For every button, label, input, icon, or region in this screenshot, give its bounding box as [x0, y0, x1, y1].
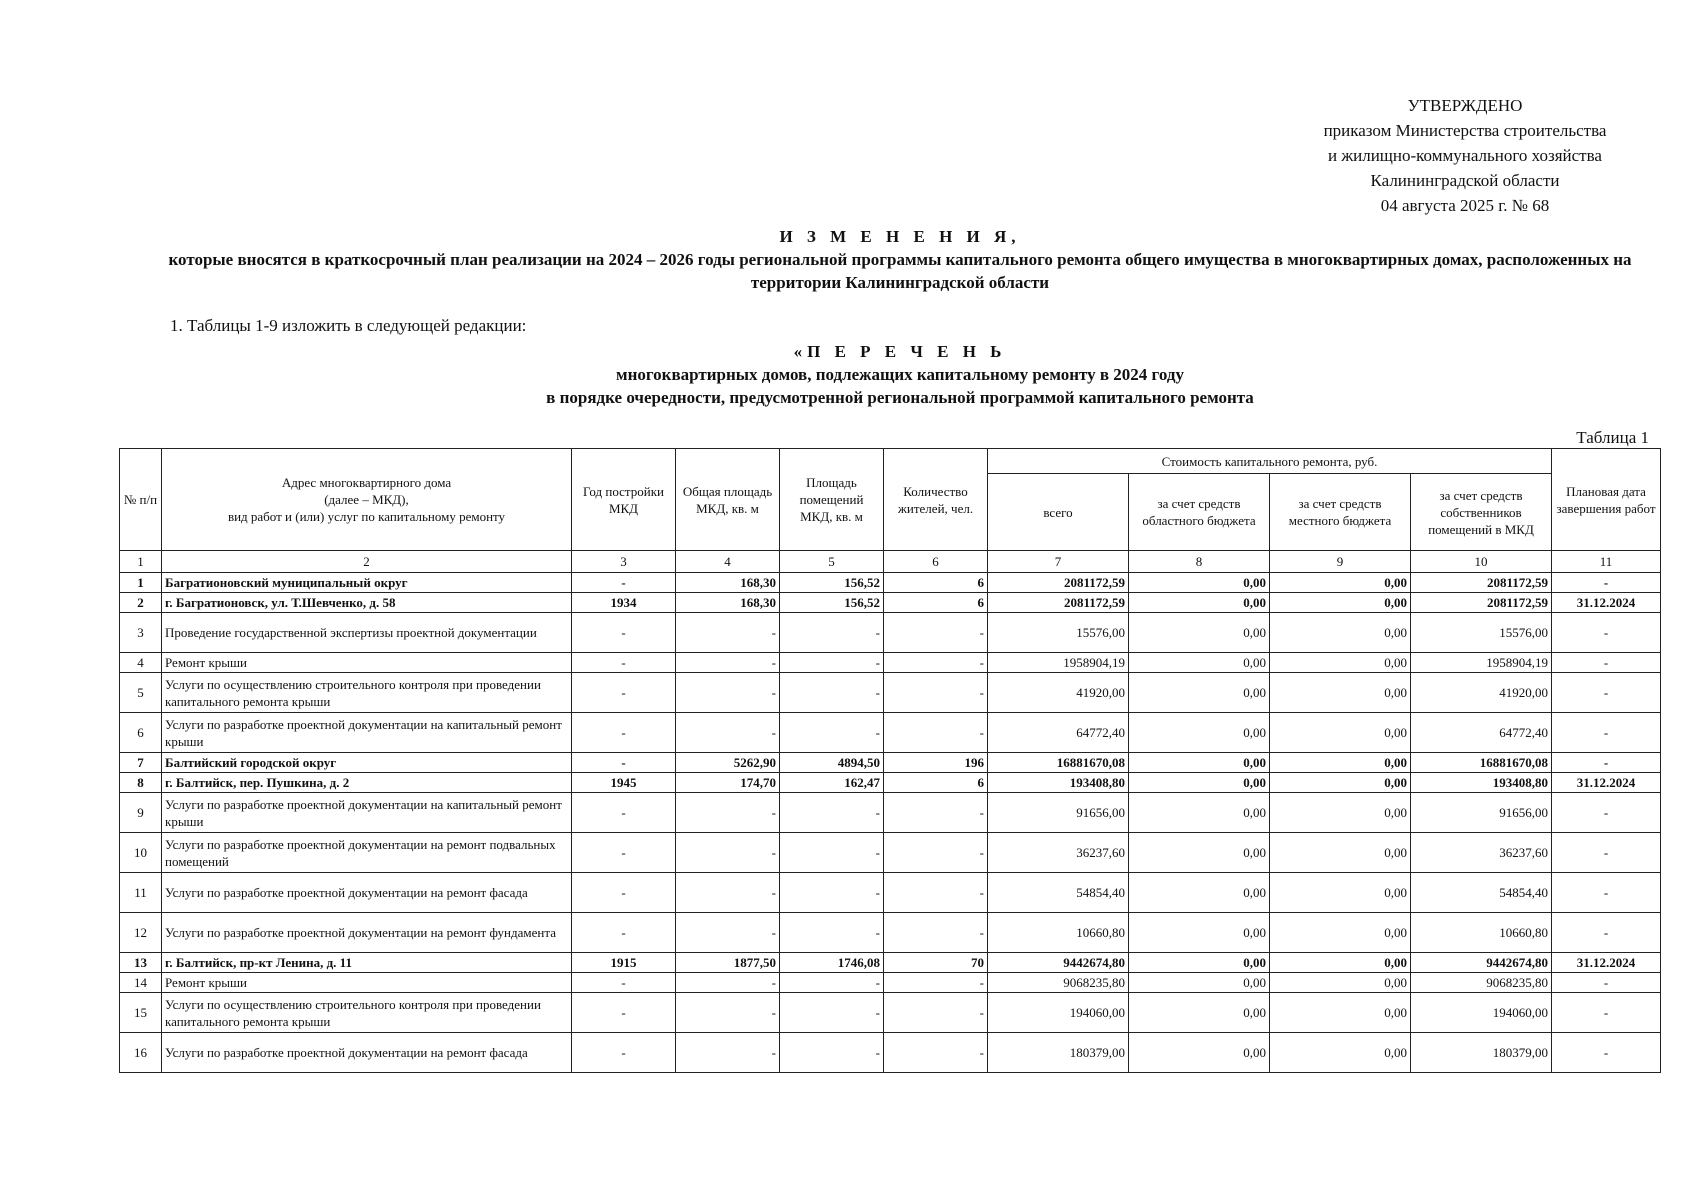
- cell-planned-date: -: [1552, 1033, 1661, 1073]
- cell-cost-total: 10660,80: [988, 913, 1129, 953]
- cell-year: -: [572, 833, 676, 873]
- instruction-text: 1. Таблицы 1-9 изложить в следующей редакции:: [170, 316, 527, 335]
- cell-total-area: -: [676, 793, 780, 833]
- cell-cost-regional: 0,00: [1129, 993, 1270, 1033]
- cell-cost-owners: 1958904,19: [1411, 653, 1552, 673]
- cell-num: 12: [120, 913, 162, 953]
- cell-premises-area: 162,47: [780, 773, 884, 793]
- cell-year: -: [572, 573, 676, 593]
- cell-cost-total: 36237,60: [988, 833, 1129, 873]
- column-number: 8: [1129, 551, 1270, 573]
- cell-name: Услуги по разработке проектной документации на ремонт фасада: [162, 1033, 572, 1073]
- cell-cost-total: 2081172,59: [988, 573, 1129, 593]
- cell-cost-regional: 0,00: [1129, 913, 1270, 953]
- table-row: [120, 753, 1661, 773]
- approval-line-5: 04 августа 2025 г. № 68: [1380, 196, 1550, 215]
- cell-premises-area: -: [780, 973, 884, 993]
- repair-table: [119, 448, 1661, 1073]
- cell-year: -: [572, 793, 676, 833]
- cell-cost-local: 0,00: [1270, 613, 1411, 653]
- cell-residents: -: [884, 993, 988, 1033]
- cell-year: -: [572, 673, 676, 713]
- table-row: [120, 993, 1661, 1033]
- cell-cost-regional: 0,00: [1129, 613, 1270, 653]
- cell-year: -: [572, 1033, 676, 1073]
- cell-total-area: 168,30: [676, 593, 780, 613]
- table-row: [120, 593, 1661, 613]
- cell-residents: -: [884, 873, 988, 913]
- cell-total-area: -: [676, 873, 780, 913]
- cell-premises-area: -: [780, 673, 884, 713]
- cell-cost-local: 0,00: [1270, 793, 1411, 833]
- cell-cost-owners: 194060,00: [1411, 993, 1552, 1033]
- table-row: [120, 673, 1661, 713]
- document-title: [140, 225, 1660, 294]
- header-cost-group: Стоимость капитального ремонта, руб.: [988, 449, 1552, 474]
- cell-cost-regional: 0,00: [1129, 673, 1270, 713]
- cell-cost-total: 15576,00: [988, 613, 1129, 653]
- cell-premises-area: -: [780, 793, 884, 833]
- table-row: [120, 973, 1661, 993]
- cell-residents: 70: [884, 953, 988, 973]
- cell-num: 5: [120, 673, 162, 713]
- cell-cost-local: 0,00: [1270, 1033, 1411, 1073]
- header-address-line-2: (далее – МКД),: [324, 492, 409, 507]
- cell-planned-date: 31.12.2024: [1552, 953, 1661, 973]
- cell-total-area: -: [676, 913, 780, 953]
- cell-cost-owners: 16881670,08: [1411, 753, 1552, 773]
- cell-year: -: [572, 713, 676, 753]
- list-title: [400, 340, 1400, 409]
- cell-residents: -: [884, 793, 988, 833]
- cell-year: -: [572, 873, 676, 913]
- cell-planned-date: -: [1552, 873, 1661, 913]
- cell-cost-owners: 9068235,80: [1411, 973, 1552, 993]
- column-number: 3: [572, 551, 676, 573]
- list-line-1: многоквартирных домов, подлежащих капитальному ремонту в 2024 году: [616, 365, 1184, 384]
- cell-year: -: [572, 653, 676, 673]
- cell-num: 9: [120, 793, 162, 833]
- cell-planned-date: -: [1552, 973, 1661, 993]
- column-number: 7: [988, 551, 1129, 573]
- column-number: 6: [884, 551, 988, 573]
- cell-cost-owners: 10660,80: [1411, 913, 1552, 953]
- cell-cost-total: 194060,00: [988, 993, 1129, 1033]
- table-label: Таблица 1: [1576, 428, 1649, 447]
- header-address: [162, 449, 572, 551]
- cell-premises-area: 4894,50: [780, 753, 884, 773]
- cell-name: г. Балтийск, пер. Пушкина, д. 2: [162, 773, 572, 793]
- cell-num: 4: [120, 653, 162, 673]
- cell-total-area: 174,70: [676, 773, 780, 793]
- header-address-line-1: Адрес многоквартирного дома: [281, 475, 452, 490]
- cell-cost-regional: 0,00: [1129, 1033, 1270, 1073]
- cell-name: Услуги по разработке проектной документации на капитальный ремонт крыши: [162, 713, 572, 753]
- cell-year: -: [572, 993, 676, 1033]
- cell-cost-local: 0,00: [1270, 753, 1411, 773]
- cell-total-area: -: [676, 833, 780, 873]
- cell-premises-area: -: [780, 993, 884, 1033]
- cell-cost-local: 0,00: [1270, 953, 1411, 973]
- cell-cost-local: 0,00: [1270, 773, 1411, 793]
- cell-planned-date: -: [1552, 573, 1661, 593]
- cell-premises-area: -: [780, 873, 884, 913]
- table-body: [120, 573, 1661, 1073]
- table-row: [120, 913, 1661, 953]
- cell-num: 15: [120, 993, 162, 1033]
- cell-planned-date: -: [1552, 653, 1661, 673]
- cell-cost-owners: 54854,40: [1411, 873, 1552, 913]
- cell-cost-local: 0,00: [1270, 993, 1411, 1033]
- cell-cost-owners: 15576,00: [1411, 613, 1552, 653]
- cell-cost-owners: 2081172,59: [1411, 573, 1552, 593]
- cell-name: Услуги по осуществлению строительного контроля при проведении капитального ремонта крыши: [162, 673, 572, 713]
- cell-total-area: -: [676, 613, 780, 653]
- cell-residents: -: [884, 833, 988, 873]
- cell-total-area: -: [676, 973, 780, 993]
- list-line-2: в порядке очередности, предусмотренной региональной программой капитального ремонта: [546, 388, 1254, 407]
- cell-year: -: [572, 613, 676, 653]
- cell-year: 1915: [572, 953, 676, 973]
- cell-cost-local: 0,00: [1270, 873, 1411, 913]
- cell-cost-regional: 0,00: [1129, 573, 1270, 593]
- cell-cost-regional: 0,00: [1129, 973, 1270, 993]
- cell-cost-total: 54854,40: [988, 873, 1129, 913]
- column-number: 11: [1552, 551, 1661, 573]
- cell-cost-owners: 91656,00: [1411, 793, 1552, 833]
- cell-cost-total: 64772,40: [988, 713, 1129, 753]
- cell-cost-total: 1958904,19: [988, 653, 1129, 673]
- column-number: 10: [1411, 551, 1552, 573]
- header-cost-total: всего: [988, 474, 1129, 551]
- table-row: [120, 873, 1661, 913]
- cell-residents: -: [884, 613, 988, 653]
- cell-planned-date: -: [1552, 713, 1661, 753]
- cell-premises-area: -: [780, 653, 884, 673]
- cell-cost-local: 0,00: [1270, 573, 1411, 593]
- cell-planned-date: -: [1552, 833, 1661, 873]
- cell-premises-area: 156,52: [780, 573, 884, 593]
- cell-cost-regional: 0,00: [1129, 773, 1270, 793]
- cell-num: 8: [120, 773, 162, 793]
- cell-cost-total: 9068235,80: [988, 973, 1129, 993]
- cell-year: -: [572, 753, 676, 773]
- cell-year: -: [572, 913, 676, 953]
- cell-residents: 6: [884, 593, 988, 613]
- cell-cost-regional: 0,00: [1129, 713, 1270, 753]
- header-cost-owners: за счет средств собственников помещений в МКД: [1411, 474, 1552, 551]
- cell-cost-owners: 64772,40: [1411, 713, 1552, 753]
- column-number: 9: [1270, 551, 1411, 573]
- cell-cost-owners: 2081172,59: [1411, 593, 1552, 613]
- cell-name: Услуги по разработке проектной документации на капитальный ремонт крыши: [162, 793, 572, 833]
- table-row: [120, 1033, 1661, 1073]
- cell-cost-regional: 0,00: [1129, 953, 1270, 973]
- cell-name: Ремонт крыши: [162, 973, 572, 993]
- cell-planned-date: 31.12.2024: [1552, 593, 1661, 613]
- cell-cost-total: 2081172,59: [988, 593, 1129, 613]
- cell-premises-area: -: [780, 613, 884, 653]
- cell-planned-date: -: [1552, 613, 1661, 653]
- cell-cost-regional: 0,00: [1129, 593, 1270, 613]
- cell-num: 16: [120, 1033, 162, 1073]
- table-row: [120, 573, 1661, 593]
- cell-total-area: -: [676, 1033, 780, 1073]
- cell-num: 14: [120, 973, 162, 993]
- cell-planned-date: 31.12.2024: [1552, 773, 1661, 793]
- header-address-line-3: вид работ и (или) услуг по капитальному ремонту: [227, 509, 506, 524]
- cell-premises-area: -: [780, 833, 884, 873]
- cell-residents: 6: [884, 773, 988, 793]
- cell-cost-regional: 0,00: [1129, 873, 1270, 913]
- column-number: 5: [780, 551, 884, 573]
- header-num: № п/п: [120, 449, 162, 551]
- cell-total-area: 168,30: [676, 573, 780, 593]
- cell-cost-local: 0,00: [1270, 653, 1411, 673]
- cell-name: Услуги по осуществлению строительного контроля при проведении капитального ремонта крыши: [162, 993, 572, 1033]
- table-row: [120, 713, 1661, 753]
- cell-residents: -: [884, 973, 988, 993]
- approval-line-4: Калининградской области: [1370, 171, 1560, 190]
- approval-block: [1290, 93, 1640, 218]
- document-subtitle: которые вносятся в краткосрочный план реализации на 2024 – 2026 годы региональной программы капитального ремонта общего имущества в многоквартирных домах, расположенных на территории Калининградской области: [168, 250, 1632, 292]
- cell-cost-regional: 0,00: [1129, 753, 1270, 773]
- cell-planned-date: -: [1552, 913, 1661, 953]
- cell-num: 7: [120, 753, 162, 773]
- cell-total-area: -: [676, 673, 780, 713]
- cell-cost-regional: 0,00: [1129, 793, 1270, 833]
- cell-name: Багратионовский муниципальный округ: [162, 573, 572, 593]
- cell-premises-area: -: [780, 1033, 884, 1073]
- cell-name: Услуги по разработке проектной документации на ремонт фундамента: [162, 913, 572, 953]
- table-row: [120, 953, 1661, 973]
- cell-num: 1: [120, 573, 162, 593]
- table-header: [120, 449, 1661, 573]
- cell-name: Ремонт крыши: [162, 653, 572, 673]
- table-row: [120, 773, 1661, 793]
- column-number: 2: [162, 551, 572, 573]
- cell-cost-local: 0,00: [1270, 593, 1411, 613]
- cell-num: 13: [120, 953, 162, 973]
- approval-line-1: УТВЕРЖДЕНО: [1407, 96, 1523, 115]
- cell-cost-local: 0,00: [1270, 833, 1411, 873]
- cell-total-area: -: [676, 993, 780, 1033]
- table-row: [120, 653, 1661, 673]
- cell-name: Балтийский городской округ: [162, 753, 572, 773]
- cell-cost-owners: 36237,60: [1411, 833, 1552, 873]
- cell-residents: 6: [884, 573, 988, 593]
- cell-year: 1934: [572, 593, 676, 613]
- header-cost-regional: за счет средств областного бюджета: [1129, 474, 1270, 551]
- cell-residents: 196: [884, 753, 988, 773]
- cell-planned-date: -: [1552, 673, 1661, 713]
- cell-num: 2: [120, 593, 162, 613]
- cell-cost-total: 180379,00: [988, 1033, 1129, 1073]
- cell-premises-area: 1746,08: [780, 953, 884, 973]
- table-row: [120, 613, 1661, 653]
- cell-num: 10: [120, 833, 162, 873]
- cell-total-area: -: [676, 713, 780, 753]
- cell-cost-total: 193408,80: [988, 773, 1129, 793]
- cell-total-area: -: [676, 653, 780, 673]
- cell-cost-owners: 180379,00: [1411, 1033, 1552, 1073]
- cell-cost-owners: 9442674,80: [1411, 953, 1552, 973]
- cell-cost-local: 0,00: [1270, 973, 1411, 993]
- cell-cost-local: 0,00: [1270, 713, 1411, 753]
- list-heading: «П Е Р Е Ч Е Н Ь: [793, 342, 1007, 361]
- cell-cost-local: 0,00: [1270, 913, 1411, 953]
- cell-num: 3: [120, 613, 162, 653]
- table-row: [120, 793, 1661, 833]
- header-residents: Количество жителей, чел.: [884, 449, 988, 551]
- table-row: [120, 833, 1661, 873]
- cell-cost-regional: 0,00: [1129, 653, 1270, 673]
- header-premises-area: Площадь помещений МКД, кв. м: [780, 449, 884, 551]
- cell-name: г. Балтийск, пр-кт Ленина, д. 11: [162, 953, 572, 973]
- document-heading: И З М Е Н Е Н И Я,: [779, 227, 1021, 246]
- cell-planned-date: -: [1552, 793, 1661, 833]
- cell-cost-local: 0,00: [1270, 673, 1411, 713]
- column-number: 4: [676, 551, 780, 573]
- approval-line-2: приказом Министерства строительства: [1323, 121, 1607, 140]
- cell-cost-total: 9442674,80: [988, 953, 1129, 973]
- column-number-row: [120, 551, 1661, 573]
- cell-cost-owners: 41920,00: [1411, 673, 1552, 713]
- column-number: 1: [120, 551, 162, 573]
- cell-residents: -: [884, 913, 988, 953]
- cell-residents: -: [884, 713, 988, 753]
- cell-premises-area: 156,52: [780, 593, 884, 613]
- cell-cost-regional: 0,00: [1129, 833, 1270, 873]
- cell-residents: -: [884, 1033, 988, 1073]
- cell-year: -: [572, 973, 676, 993]
- cell-residents: -: [884, 653, 988, 673]
- cell-name: Услуги по разработке проектной документации на ремонт подвальных помещений: [162, 833, 572, 873]
- cell-planned-date: -: [1552, 753, 1661, 773]
- header-total-area: Общая площадь МКД, кв. м: [676, 449, 780, 551]
- cell-total-area: 1877,50: [676, 953, 780, 973]
- cell-name: г. Багратионовск, ул. Т.Шевченко, д. 58: [162, 593, 572, 613]
- header-planned-date: Плановая дата завершения работ: [1552, 449, 1661, 551]
- cell-num: 11: [120, 873, 162, 913]
- cell-total-area: 5262,90: [676, 753, 780, 773]
- cell-premises-area: -: [780, 913, 884, 953]
- cell-residents: -: [884, 673, 988, 713]
- cell-premises-area: -: [780, 713, 884, 753]
- header-year: Год постройки МКД: [572, 449, 676, 551]
- cell-cost-total: 16881670,08: [988, 753, 1129, 773]
- cell-num: 6: [120, 713, 162, 753]
- cell-name: Проведение государственной экспертизы проектной документации: [162, 613, 572, 653]
- cell-cost-total: 41920,00: [988, 673, 1129, 713]
- header-cost-local: за счет средств местного бюджета: [1270, 474, 1411, 551]
- cell-planned-date: -: [1552, 993, 1661, 1033]
- cell-name: Услуги по разработке проектной документации на ремонт фасада: [162, 873, 572, 913]
- cell-year: 1945: [572, 773, 676, 793]
- cell-cost-owners: 193408,80: [1411, 773, 1552, 793]
- cell-cost-total: 91656,00: [988, 793, 1129, 833]
- approval-line-3: и жилищно-коммунального хозяйства: [1328, 146, 1602, 165]
